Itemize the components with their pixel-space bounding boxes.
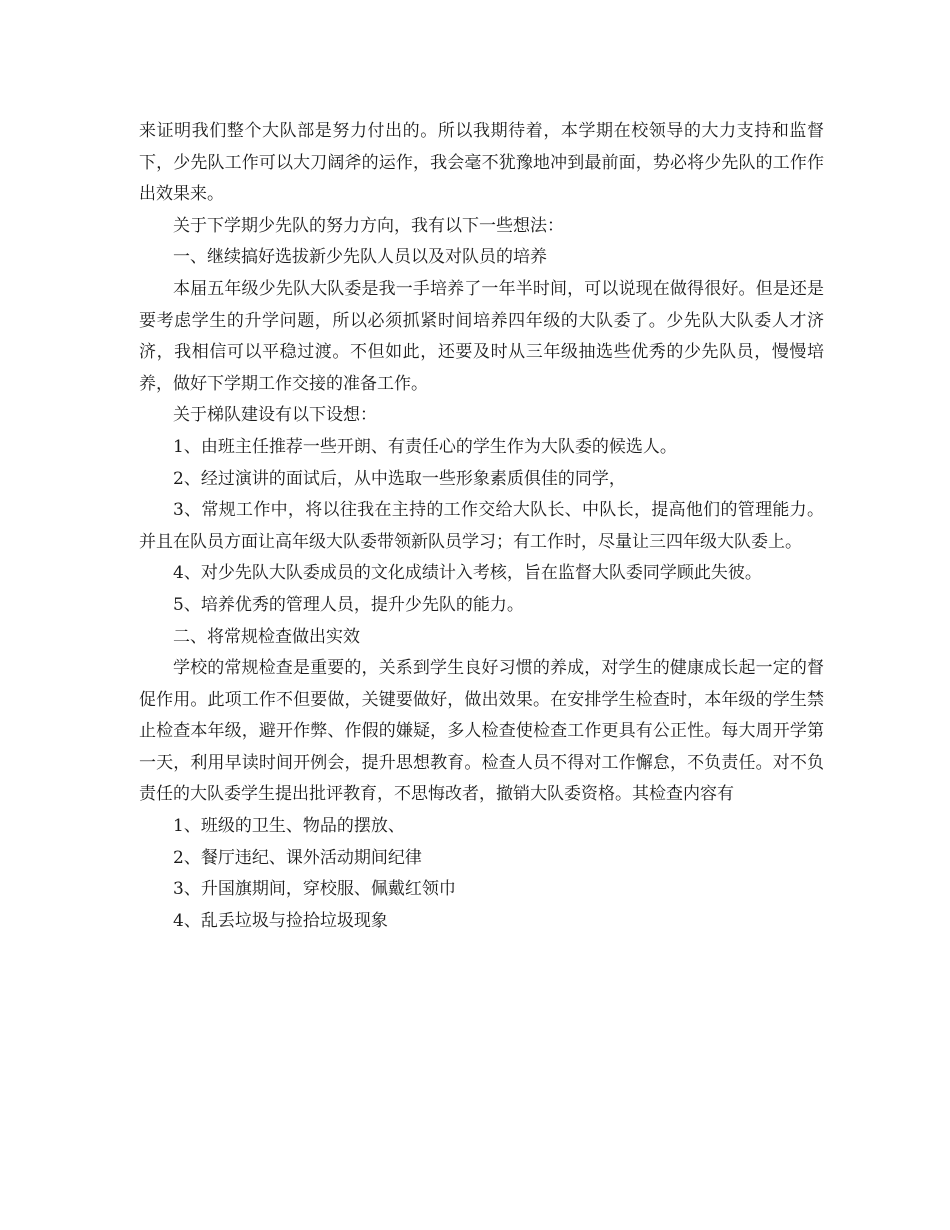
list-item: 4、乱丢垃圾与捡拾垃圾现象	[173, 910, 388, 931]
list-item: 4、对少先队大队委成员的文化成绩计入考核，旨在监督大队委同学顾此失彼。	[173, 563, 762, 584]
list-item: 1、由班主任推荐一些开朗、有责任心的学生作为大队委的候选人。	[173, 436, 677, 457]
paragraph: 学校的常规检查是重要的，关系到学生良好习惯的养成，对学生的健康成长起一定的督促作用。此项工作不但要做，关键要做好，做出效果。在安排学生检查时，本年级的学生禁止检查本年级，避开作弊、作假的嫌疑，多人检查使检查工作更具有公正性。每大周开学第一天，利用早读时间开例会，提升思想教育。检查人员不得对工作懈怠，不负责任。对不负责任的大队委学生提出批评教育，不思悔改者，撤销大队委资格。其检查内容有	[139, 658, 824, 805]
section-heading: 一、继续搞好选拔新少先队人员以及对队员的培养	[173, 247, 547, 268]
list-item: 1、班级的卫生、物品的摆放、	[173, 816, 405, 837]
list-item: 3、常规工作中，将以往我在主持的工作交给大队长、中队长，提高他们的管理能力。并且在队员方面让高年级大队委带领新队员学习；有工作时，尽量让三四年级大队委上。	[139, 500, 824, 552]
list-item: 5、培养优秀的管理人员，提升少先队的能力。	[173, 594, 524, 615]
document-body	[139, 116, 824, 937]
list-item: 2、餐厅违纪、课外活动期间纪律	[173, 847, 422, 868]
list-item: 2、经过演讲的面试后，从中选取一些形象素质俱佳的同学，	[173, 468, 626, 489]
section-heading: 二、将常规检查做出实效	[173, 626, 360, 647]
list-item: 3、升国旗期间，穿校服、佩戴红领巾	[173, 879, 456, 900]
paragraph: 本届五年级少先队大队委是我一手培养了一年半时间，可以说现在做得很好。但是还是要考虑学生的升学问题，所以必须抓紧时间培养四年级的大队委了。少先队大队委人才济济，我相信可以平稳过渡。不但如此，还要及时从三年级抽选些优秀的少先队员，慢慢培养，做好下学期工作交接的准备工作。	[139, 278, 824, 394]
paragraph: 关于下学期少先队的努力方向，我有以下一些想法：	[173, 215, 564, 236]
paragraph: 来证明我们整个大队部是努力付出的。所以我期待着，本学期在校领导的大力支持和监督下，少先队工作可以大刀阔斧的运作，我会毫不犹豫地冲到最前面，势必将少先队的工作作出效果来。	[139, 121, 824, 205]
paragraph: 关于梯队建设有以下设想：	[173, 405, 377, 426]
